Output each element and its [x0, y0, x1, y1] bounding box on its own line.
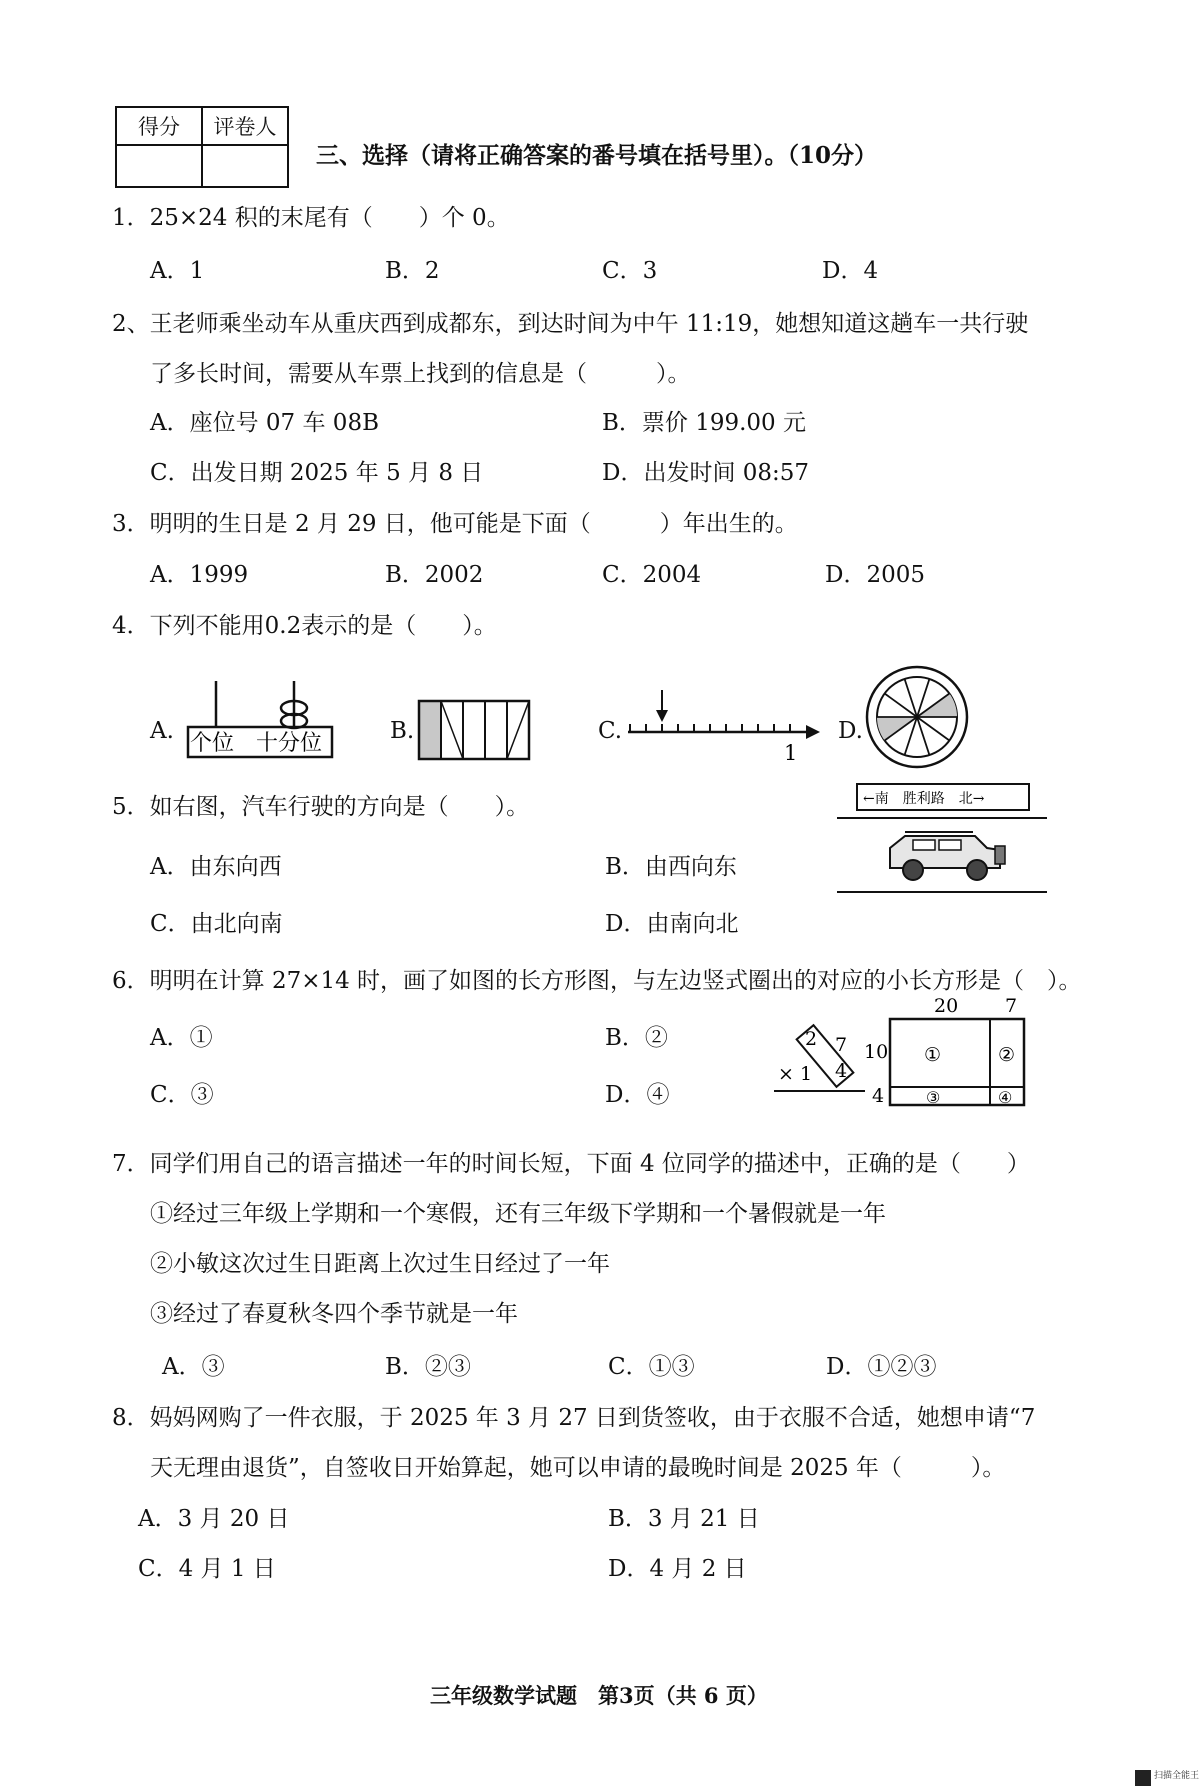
q6-option-a: A．① — [150, 1025, 213, 1051]
area-cell-1: ① — [924, 1044, 942, 1066]
q7-option-d: D．①②③ — [826, 1354, 937, 1380]
vertical-multiplication-figure — [770, 995, 870, 1095]
q4-stem: 4．下列不能用0.2表示的是（ ）。 — [112, 613, 497, 639]
q7-statement-3: ③经过了春夏秋冬四个季节就是一年 — [150, 1301, 518, 1327]
q7-option-b: B．②③ — [385, 1354, 471, 1380]
q5-option-d: D．由南向北 — [605, 911, 739, 937]
q2-stem-line2: 了多长时间，需要从车票上找到的信息是（ ）。 — [150, 361, 691, 387]
area-cell-2: ② — [998, 1044, 1016, 1066]
abacus-figure — [180, 675, 340, 759]
circle-sector-figure — [862, 662, 972, 772]
vertical-digit-7: 7 — [835, 1034, 848, 1056]
abacus-ones-label: 个位 — [190, 731, 235, 756]
road-car-figure — [835, 780, 1050, 900]
score-header: 得分 — [116, 107, 202, 145]
q2-option-d: D．出发时间 08:57 — [602, 460, 810, 486]
grader-cell — [202, 145, 288, 187]
area-top-20: 20 — [934, 995, 959, 1017]
number-line-figure — [622, 686, 822, 766]
q5-option-c: C．由北向南 — [150, 911, 283, 937]
grader-header: 评卷人 — [202, 107, 288, 145]
abacus-tenths-label: 十分位 — [256, 731, 323, 756]
road-sign-text: ←南 胜利路 北→ — [863, 791, 985, 807]
score-cell — [116, 145, 202, 187]
q5-option-a: A．由东向西 — [150, 854, 282, 880]
q3-option-b: B．2002 — [385, 562, 484, 588]
area-side-4: 4 — [872, 1085, 885, 1107]
q1-option-b: B．2 — [385, 258, 440, 284]
q7-option-a: A．③ — [162, 1354, 225, 1380]
section-title: 三、选择（请将正确答案的番号填在括号里）。（10分） — [316, 142, 878, 169]
q8-option-d: D．4 月 2 日 — [608, 1556, 747, 1582]
q8-stem-line2: 天无理由退货”，自签收日开始算起，她可以申请的最晚时间是 2025 年（ ）。 — [150, 1455, 1006, 1481]
vertical-digit-2: 2 — [805, 1028, 818, 1050]
q3-option-c: C．2004 — [602, 562, 702, 588]
q5-stem: 5．如右图，汽车行驶的方向是（ ）。 — [112, 794, 530, 820]
area-top-7: 7 — [1005, 995, 1018, 1017]
page-footer: 三年级数学试题 第3页（共 6 页） — [430, 1683, 768, 1708]
q3-stem: 3．明明的生日是 2 月 29 日，他可能是下面（ ）年出生的。 — [112, 511, 798, 537]
q2-option-c: C．出发日期 2025 年 5 月 8 日 — [150, 460, 484, 486]
q4-option-a-label: A. — [150, 718, 174, 744]
q7-option-c: C．①③ — [608, 1354, 695, 1380]
q1-option-c: C．3 — [602, 258, 658, 284]
qr-code-icon — [1135, 1770, 1151, 1786]
fraction-rectangle-figure — [415, 697, 535, 763]
car-icon — [890, 832, 1005, 880]
q4-option-d-label: D. — [838, 718, 863, 744]
q7-statement-2: ②小敏这次过生日距离上次过生日经过了一年 — [150, 1251, 610, 1277]
q2-option-b: B．票价 199.00 元 — [602, 410, 807, 436]
q7-stem: 7．同学们用自己的语言描述一年的时间长短，下面 4 位同学的描述中，正确的是（ ） — [112, 1151, 1030, 1177]
q8-option-c: C．4 月 1 日 — [138, 1556, 276, 1582]
q3-option-d: D．2005 — [825, 562, 925, 588]
q2-stem-line1: 2、王老师乘坐动车从重庆西到成都东，到达时间为中午 11:19，她想知道这趟车一共行驶 — [112, 311, 1029, 337]
watermark-text: 扫描全能王 — [1154, 1771, 1200, 1781]
q2-option-a: A．座位号 07 车 08B — [150, 410, 379, 436]
q4-option-c-label: C. — [598, 718, 623, 744]
score-table — [115, 106, 289, 188]
q1-stem: 1．25×24 积的末尾有（ ）个 0。 — [112, 205, 510, 231]
q3-option-a: A．1999 — [150, 562, 249, 588]
q1-option-a: A．1 — [150, 258, 205, 284]
area-side-10: 10 — [864, 1041, 889, 1063]
q8-stem-line1: 8．妈妈网购了一件衣服，于 2025 年 3 月 27 日到货签收，由于衣服不合适，她想申请“7 — [112, 1405, 1036, 1431]
area-cell-4: ④ — [998, 1088, 1013, 1107]
q6-option-c: C．③ — [150, 1082, 214, 1108]
q4-option-b-label: B. — [390, 718, 415, 744]
q6-stem: 6．明明在计算 27×14 时，画了如图的长方形图，与左边竖式圈出的对应的小长方形是（ ）。 — [112, 968, 1082, 994]
number-line-end-label: 1 — [784, 741, 798, 765]
q6-option-d: D．④ — [605, 1082, 670, 1108]
q8-option-a: A．3 月 20 日 — [138, 1506, 290, 1532]
area-model-figure — [862, 993, 1032, 1113]
q1-option-d: D．4 — [822, 258, 879, 284]
vertical-times-1: × 1 — [778, 1063, 813, 1085]
q5-option-b: B．由西向东 — [605, 854, 737, 880]
q8-option-b: B．3 月 21 日 — [608, 1506, 760, 1532]
area-cell-3: ③ — [926, 1088, 941, 1107]
q6-option-b: B．② — [605, 1025, 668, 1051]
q7-statement-1: ①经过三年级上学期和一个寒假，还有三年级下学期和一个暑假就是一年 — [150, 1201, 886, 1227]
vertical-digit-4: 4 — [835, 1060, 848, 1082]
